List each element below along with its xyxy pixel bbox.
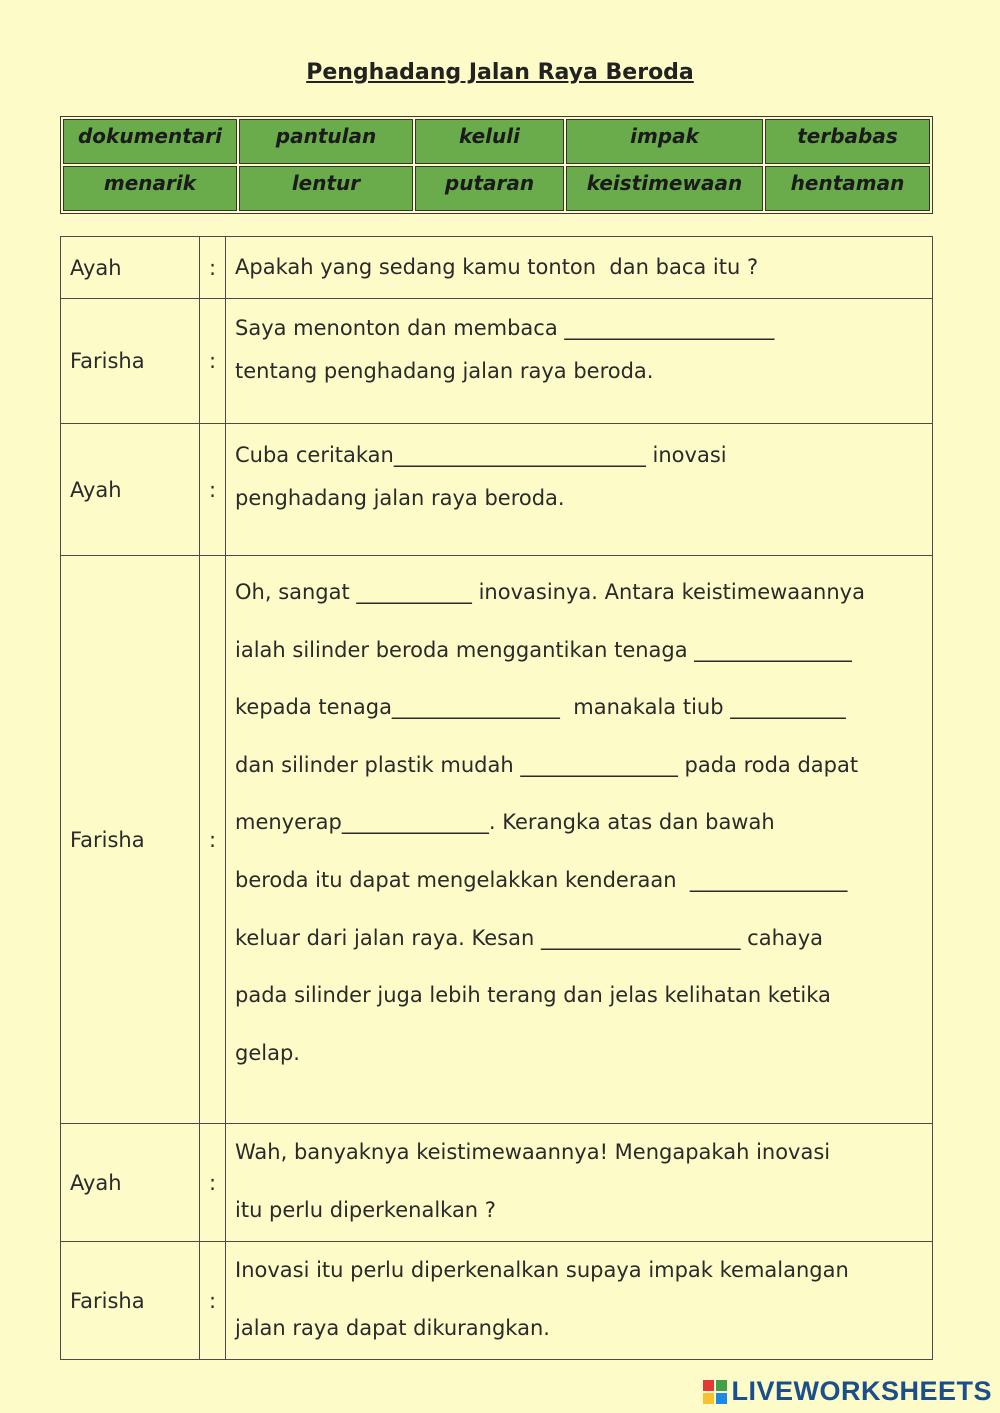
dialog-line-with-blank[interactable]: keluar dari jalan raya. Kesan ___________________ cahaya xyxy=(235,925,824,950)
dialog-line: Apakah yang sedang kamu tonton dan baca itu ? xyxy=(235,255,759,279)
dialog-text xyxy=(226,556,933,1124)
colon-separator: : xyxy=(200,237,226,299)
colon-separator: : xyxy=(200,1242,226,1360)
dialog-line: Inovasi itu perlu diperkenalkan supaya impak kemalangan xyxy=(235,1258,849,1282)
dialog-text xyxy=(226,237,933,299)
dialog-row xyxy=(61,424,933,556)
speaker-name: Farisha xyxy=(61,1242,200,1360)
speaker-name: Farisha xyxy=(61,299,200,424)
dialog-line: penghadang jalan raya beroda. xyxy=(235,486,565,510)
word-bank-item[interactable]: putaran xyxy=(415,166,564,211)
dialog-line-with-blank[interactable]: ialah silinder beroda menggantikan tenaga _______________ xyxy=(235,637,852,662)
dialog-text xyxy=(226,424,933,556)
dialog-table xyxy=(60,236,933,1360)
dialog-line-with-blank[interactable]: Oh, sangat ___________ inovasinya. Antara keistimewaannya xyxy=(235,580,865,604)
dialog-line: jalan raya dapat dikurangkan. xyxy=(235,1315,550,1340)
word-bank-row xyxy=(63,166,930,211)
word-bank-item[interactable]: pantulan xyxy=(239,119,413,164)
dialog-line: pada silinder juga lebih terang dan jelas kelihatan ketika xyxy=(235,983,831,1008)
speaker-name: Ayah xyxy=(61,424,200,556)
dialog-line: tentang penghadang jalan raya beroda. xyxy=(235,359,654,383)
dialog-line-with-blank[interactable]: dan silinder plastik mudah _______________ pada roda dapat xyxy=(235,752,859,777)
logo-blocks-icon xyxy=(703,1380,727,1404)
logo-block xyxy=(703,1393,714,1404)
dialog-row xyxy=(61,1124,933,1242)
word-bank xyxy=(60,116,933,214)
word-bank-item[interactable]: hentaman xyxy=(765,166,930,211)
colon-separator: : xyxy=(200,424,226,556)
logo-text: LIVEWORKSHEETS xyxy=(731,1376,992,1406)
speaker-name: Ayah xyxy=(61,237,200,299)
word-bank-item[interactable]: menarik xyxy=(63,166,237,211)
dialog-line: gelap. xyxy=(235,1040,300,1065)
worksheet-title: Penghadang Jalan Raya Beroda xyxy=(306,60,694,85)
dialog-row xyxy=(61,1242,933,1360)
colon-separator: : xyxy=(200,1124,226,1242)
word-bank-row xyxy=(63,119,930,164)
dialog-row xyxy=(61,299,933,424)
word-bank-item[interactable]: keistimewaan xyxy=(566,166,763,211)
dialog-line-with-blank[interactable]: menyerap______________. Kerangka atas dan bawah xyxy=(235,810,775,835)
dialog-row xyxy=(61,556,933,1124)
dialog-line: itu perlu diperkenalkan ? xyxy=(235,1197,496,1222)
logo-block xyxy=(716,1393,727,1404)
word-bank-item[interactable]: terbabas xyxy=(765,119,930,164)
dialog-text xyxy=(226,299,933,424)
colon-separator: : xyxy=(200,556,226,1124)
dialog-line-with-blank[interactable]: beroda itu dapat mengelakkan kenderaan _______________ xyxy=(235,867,848,892)
speaker-name: Farisha xyxy=(61,556,200,1124)
liveworksheets-logo[interactable] xyxy=(703,1376,992,1407)
word-bank-item[interactable]: impak xyxy=(566,119,763,164)
colon-separator: : xyxy=(200,299,226,424)
dialog-line-with-blank[interactable]: Cuba ceritakan________________________ inovasi xyxy=(235,443,727,467)
word-bank-item[interactable]: lentur xyxy=(239,166,413,211)
word-bank-item[interactable]: keluli xyxy=(415,119,564,164)
dialog-line-with-blank[interactable]: Saya menonton dan membaca ____________________ xyxy=(235,316,775,340)
dialog-line-with-blank[interactable]: kepada tenaga________________ manakala tiub ___________ xyxy=(235,695,846,720)
dialog-line: Wah, banyaknya keistimewaannya! Mengapakah inovasi xyxy=(235,1140,831,1164)
logo-block xyxy=(716,1380,727,1391)
logo-block xyxy=(703,1380,714,1391)
dialog-row xyxy=(61,237,933,299)
dialog-text xyxy=(226,1124,933,1242)
dialog-text xyxy=(226,1242,933,1360)
word-bank-item[interactable]: dokumentari xyxy=(63,119,237,164)
speaker-name: Ayah xyxy=(61,1124,200,1242)
